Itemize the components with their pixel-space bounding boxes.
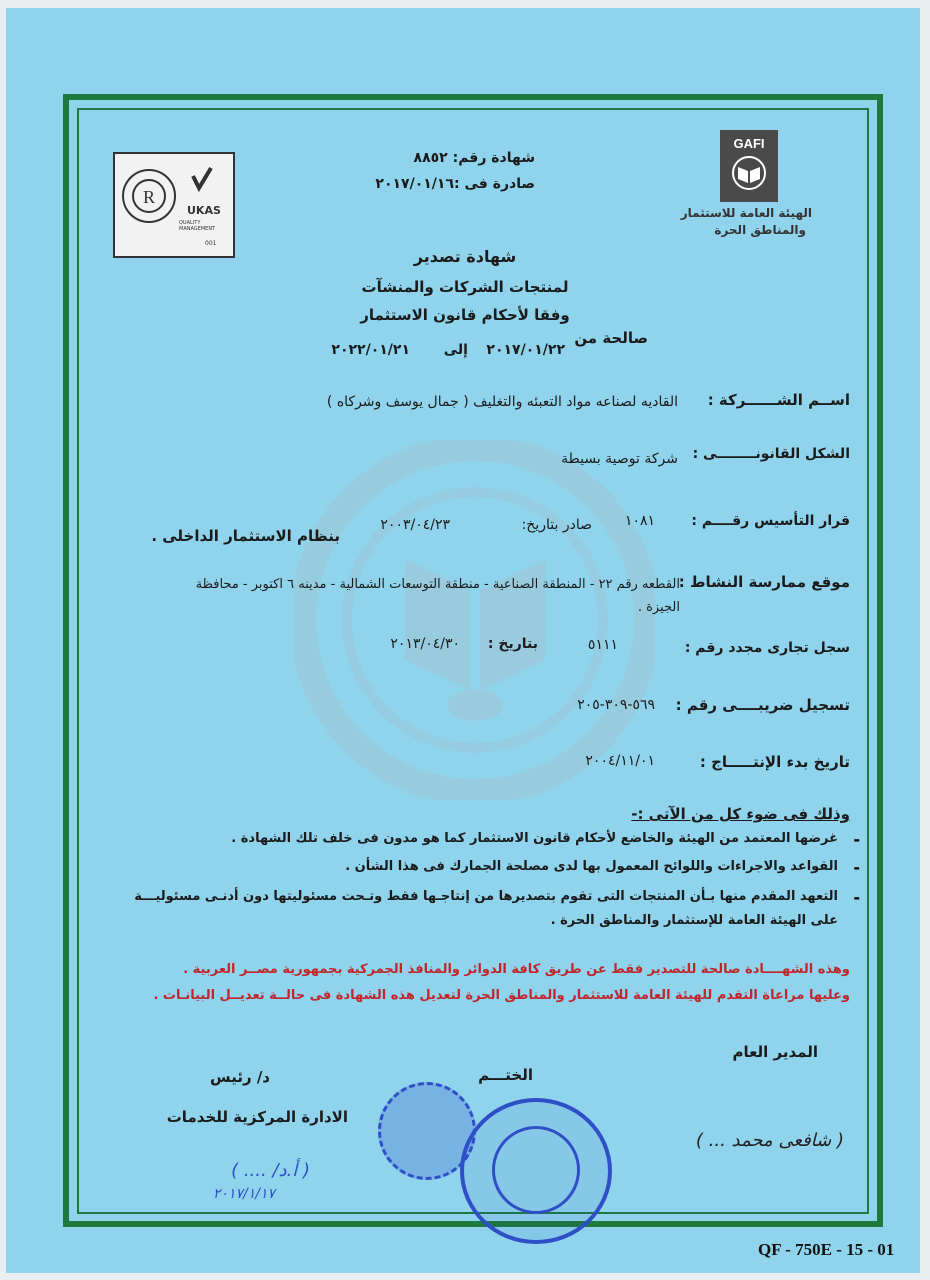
notice-line1: وهذه الشهــــادة صالحة للتصدير فقط عن طريق كافة الدوائر والمنافذ الجمركية بجمهورية مصــر العربية . <box>183 962 850 977</box>
admin-date: ٢٠١٧/١/١٧ <box>212 1186 275 1202</box>
conditions-heading: وذلك فى ضوء كل من الآتى :- <box>631 805 850 823</box>
location-line2: الجيزة . <box>637 600 680 615</box>
condition-3-line1: التعهد المقدم منها بـأن المنتجات التى تقوم بتصديرها من إنتاجـها فقط وتـحت مسئوليتها دون أدنـى مسئوليـــة <box>134 889 838 904</box>
gafi-name-line1: الهيئة العامة للاستثمار <box>680 206 812 220</box>
register-date-label: بتاريخ : <box>487 636 538 652</box>
official-seal-stamp <box>460 1098 612 1244</box>
official-seal-inner <box>492 1126 580 1214</box>
title-line3: وفقا لأحكام قانون الاستثمار <box>360 306 570 324</box>
register-label: سجل تجارى مجدد رقم : <box>684 640 850 656</box>
watermark-emblem-icon <box>295 440 655 800</box>
validity-to: ٢٠٢٢/٠١/٢١ <box>331 342 410 358</box>
gafi-label: GAFI <box>733 136 765 151</box>
validity-to-label: إلى <box>443 342 468 358</box>
condition-2: القواعد والاجراءات واللوائح المعمول بها لدى مصلحة الجمارك فى هذا الشأن . <box>345 859 838 874</box>
gafi-name-line2: والمناطق الحرة <box>714 223 806 237</box>
founding-date: ٢٠٠٣/٠٤/٢٣ <box>380 517 450 533</box>
director-title: المدير العام <box>732 1043 818 1061</box>
tax-value: ٥٦٩-٣٠٩-٢٠٥ <box>577 697 655 713</box>
production-date-label: تاريخ بدء الإنتـــــاج : <box>699 753 850 771</box>
admin-title: الادارة المركزية للخدمات <box>166 1108 348 1126</box>
register-date: ٢٠١٣/٠٤/٣٠ <box>390 636 460 652</box>
ukas-logo <box>113 152 235 258</box>
founding-system: بنظام الاستثمار الداخلى . <box>151 527 340 545</box>
ukas-sub: QUALITY MANAGEMENT <box>179 220 216 232</box>
founding-date-label: صادر بتاريخ: <box>521 517 592 533</box>
title-line1: شهادة تصدير <box>413 247 517 266</box>
ukas-text: UKAS <box>187 204 221 217</box>
validity-label: صالحة من <box>574 329 648 347</box>
founding-number: ١٠٨١ <box>624 513 655 529</box>
seal-label: الختـــم <box>478 1066 533 1084</box>
validity-from: ٢٠١٧/٠١/٢٢ <box>486 342 565 358</box>
founding-label: قرار التأسيس رقــــم : <box>691 513 850 529</box>
head-title: د/ رئيس <box>210 1068 270 1086</box>
notice-line2: وعليها مراعاة التقدم للهيئة العامة للاستثمار والمناطق الحرة لتعديل هذه الشهادة فى حالــة تعديــل البيانـات . <box>153 988 850 1003</box>
condition-3-line2: على الهيئة العامة للإستثمار والمناطق الحرة . <box>550 913 838 928</box>
svg-text:R: R <box>143 187 156 207</box>
bullet-1: - <box>853 830 860 849</box>
gafi-logo <box>680 130 812 242</box>
certificate-number: شهادة رقم: ٨٨٥٢ <box>413 150 535 166</box>
bullet-3: - <box>853 888 860 907</box>
condition-1: غرضها المعتمد من الهيئة والخاضع لأحكام قانون الاستثمار كما هو مدون فى خلف تلك الشهادة . <box>231 831 838 846</box>
register-number: ٥١١١ <box>587 637 618 653</box>
ukas-code: 001 <box>205 240 217 247</box>
location-label: موقع ممارسة النشاط : <box>678 573 850 591</box>
certificate-issue-date: صادرة فى :٢٠١٧/٠١/١٦ <box>375 176 535 192</box>
company-value: القاديه لصناعه مواد التعبئه والتغليف ( جمال يوسف وشركاه ) <box>326 394 678 410</box>
production-date-value: ٢٠٠٤/١١/٠١ <box>585 753 655 769</box>
legal-form-label: الشكل القانونــــــــى : <box>692 446 850 462</box>
director-name: ( شافعى محمد ... ) <box>695 1130 844 1151</box>
tax-label: تسجيل ضريبــــى رقم : <box>675 696 850 714</box>
admin-signature: ( أ.د/ .... ) <box>231 1160 310 1181</box>
form-code: QF - 750E - 15 - 01 <box>758 1240 895 1259</box>
gafi-emblem-icon <box>720 130 778 202</box>
company-label: اســم الشــــــركة : <box>707 391 850 409</box>
legal-form-value: شركة توصية بسيطة <box>561 451 678 467</box>
bullet-2: - <box>853 858 860 877</box>
location-line1: القطعه رقم ٢٢ - المنطقة الصناعية - منطقة التوسعات الشمالية - مدينه ٦ اكتوبر - محافظة <box>195 577 680 592</box>
title-line2: لمنتجات الشركات والمنشآت <box>361 278 569 296</box>
